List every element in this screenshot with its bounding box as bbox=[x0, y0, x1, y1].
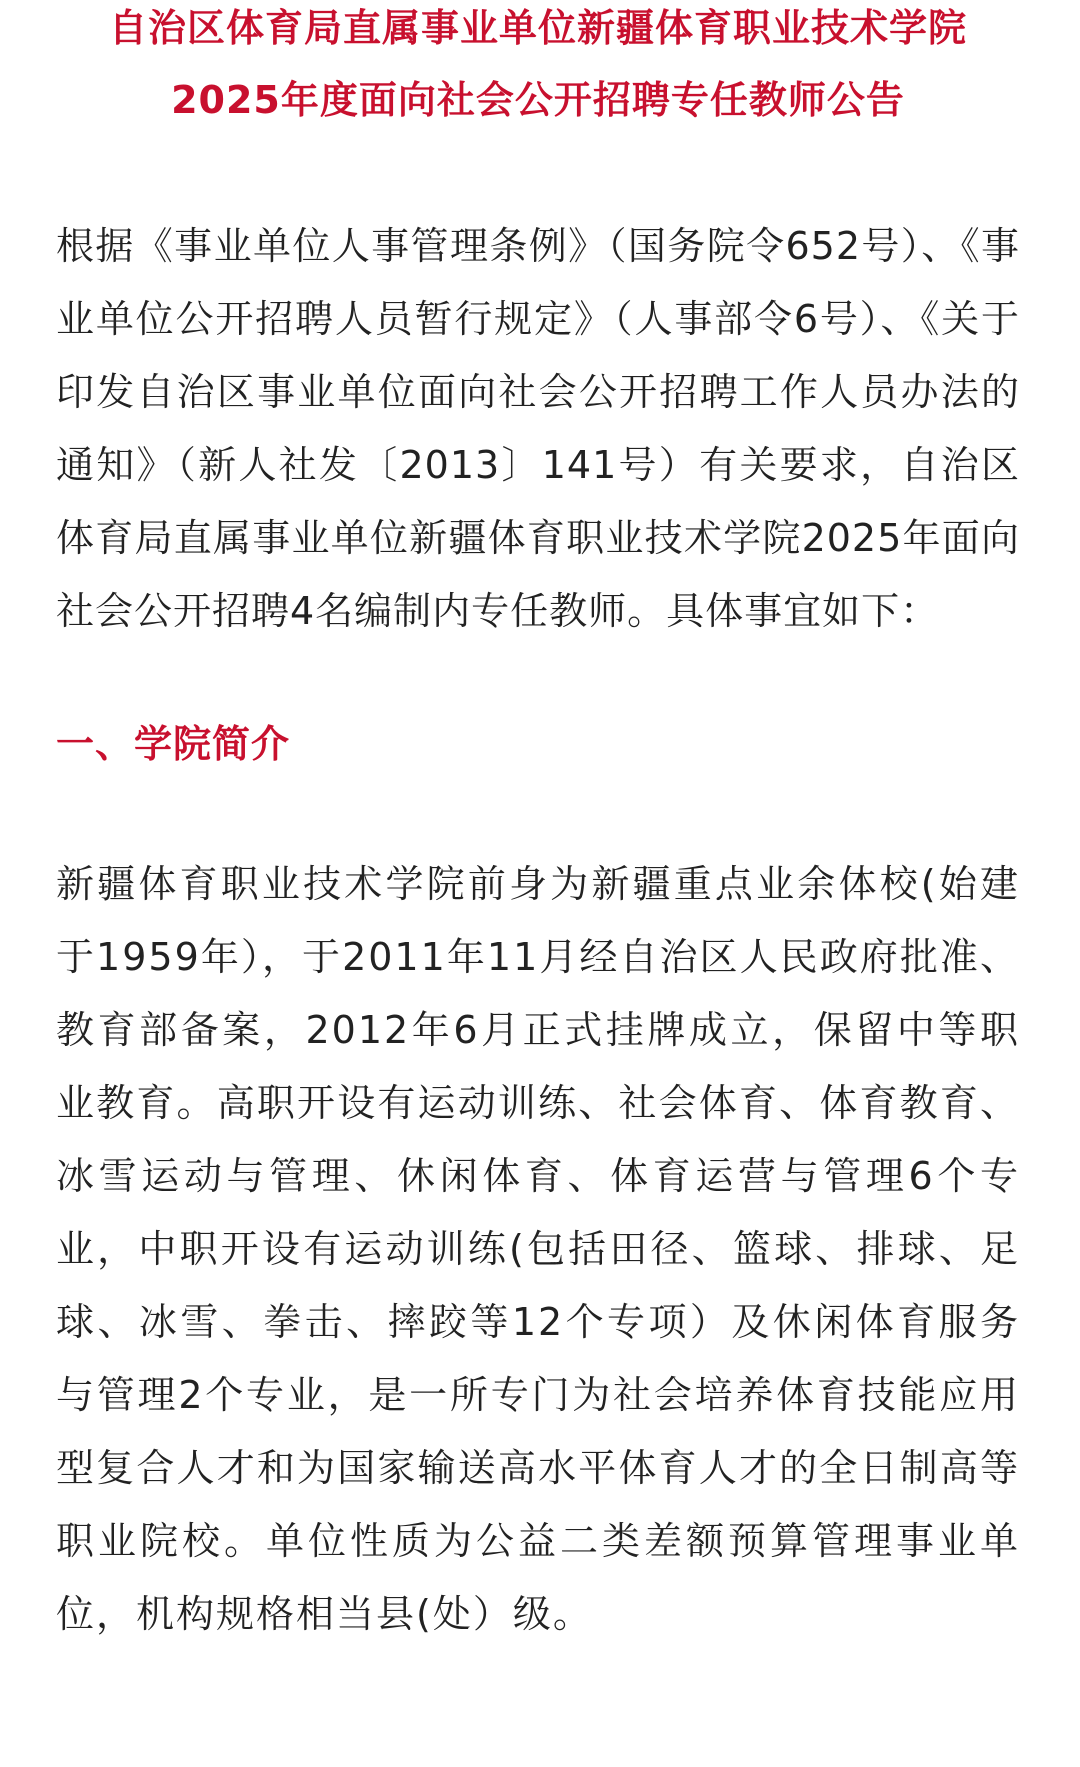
title-line-1: 自治区体育局直属事业单位新疆体育职业技术学院 bbox=[108, 6, 967, 50]
title-line-2: 2025年度面向社会公开招聘专任教师公告 bbox=[171, 78, 905, 122]
intro-paragraph: 根据《事业单位人事管理条例》（国务院令652号）、《事业单位公开招聘人员暂行规定》（人事部令6号）、《关于印发自治区事业单位面向社会公开招聘工作人员办法的通知》（新人社发〔2013〕141号）有关要求，自治区体育局直属事业单位新疆体育职业技术学院2025年面向社会公开招聘4名编制内专任教师。具体事宜如下： bbox=[56, 224, 1020, 633]
college-intro-paragraph: 新疆体育职业技术学院前身为新疆重点业余体校(始建于1959年），于2011年11月经自治区人民政府批准、教育部备案，2012年6月正式挂牌成立，保留中等职业教育。高职开设有运动训练、社会体育、体育教育、冰雪运动与管理、休闲体育、体育运营与管理6个专业，中职开设有运动训练(包括田径、篮球、排球、足球、冰雪、拳击、摔跤等12个专项）及休闲体育服务与管理2个专业，是一所专门为社会培养体育技能应用型复合人才和为国家输送高水平体育人才的全日制高等职业院校。单位性质为公益二类差额预算管理事业单位，机构规格相当县(处）级。 bbox=[56, 862, 1020, 1636]
section-heading-college-intro: 一、学院简介 bbox=[56, 722, 291, 766]
